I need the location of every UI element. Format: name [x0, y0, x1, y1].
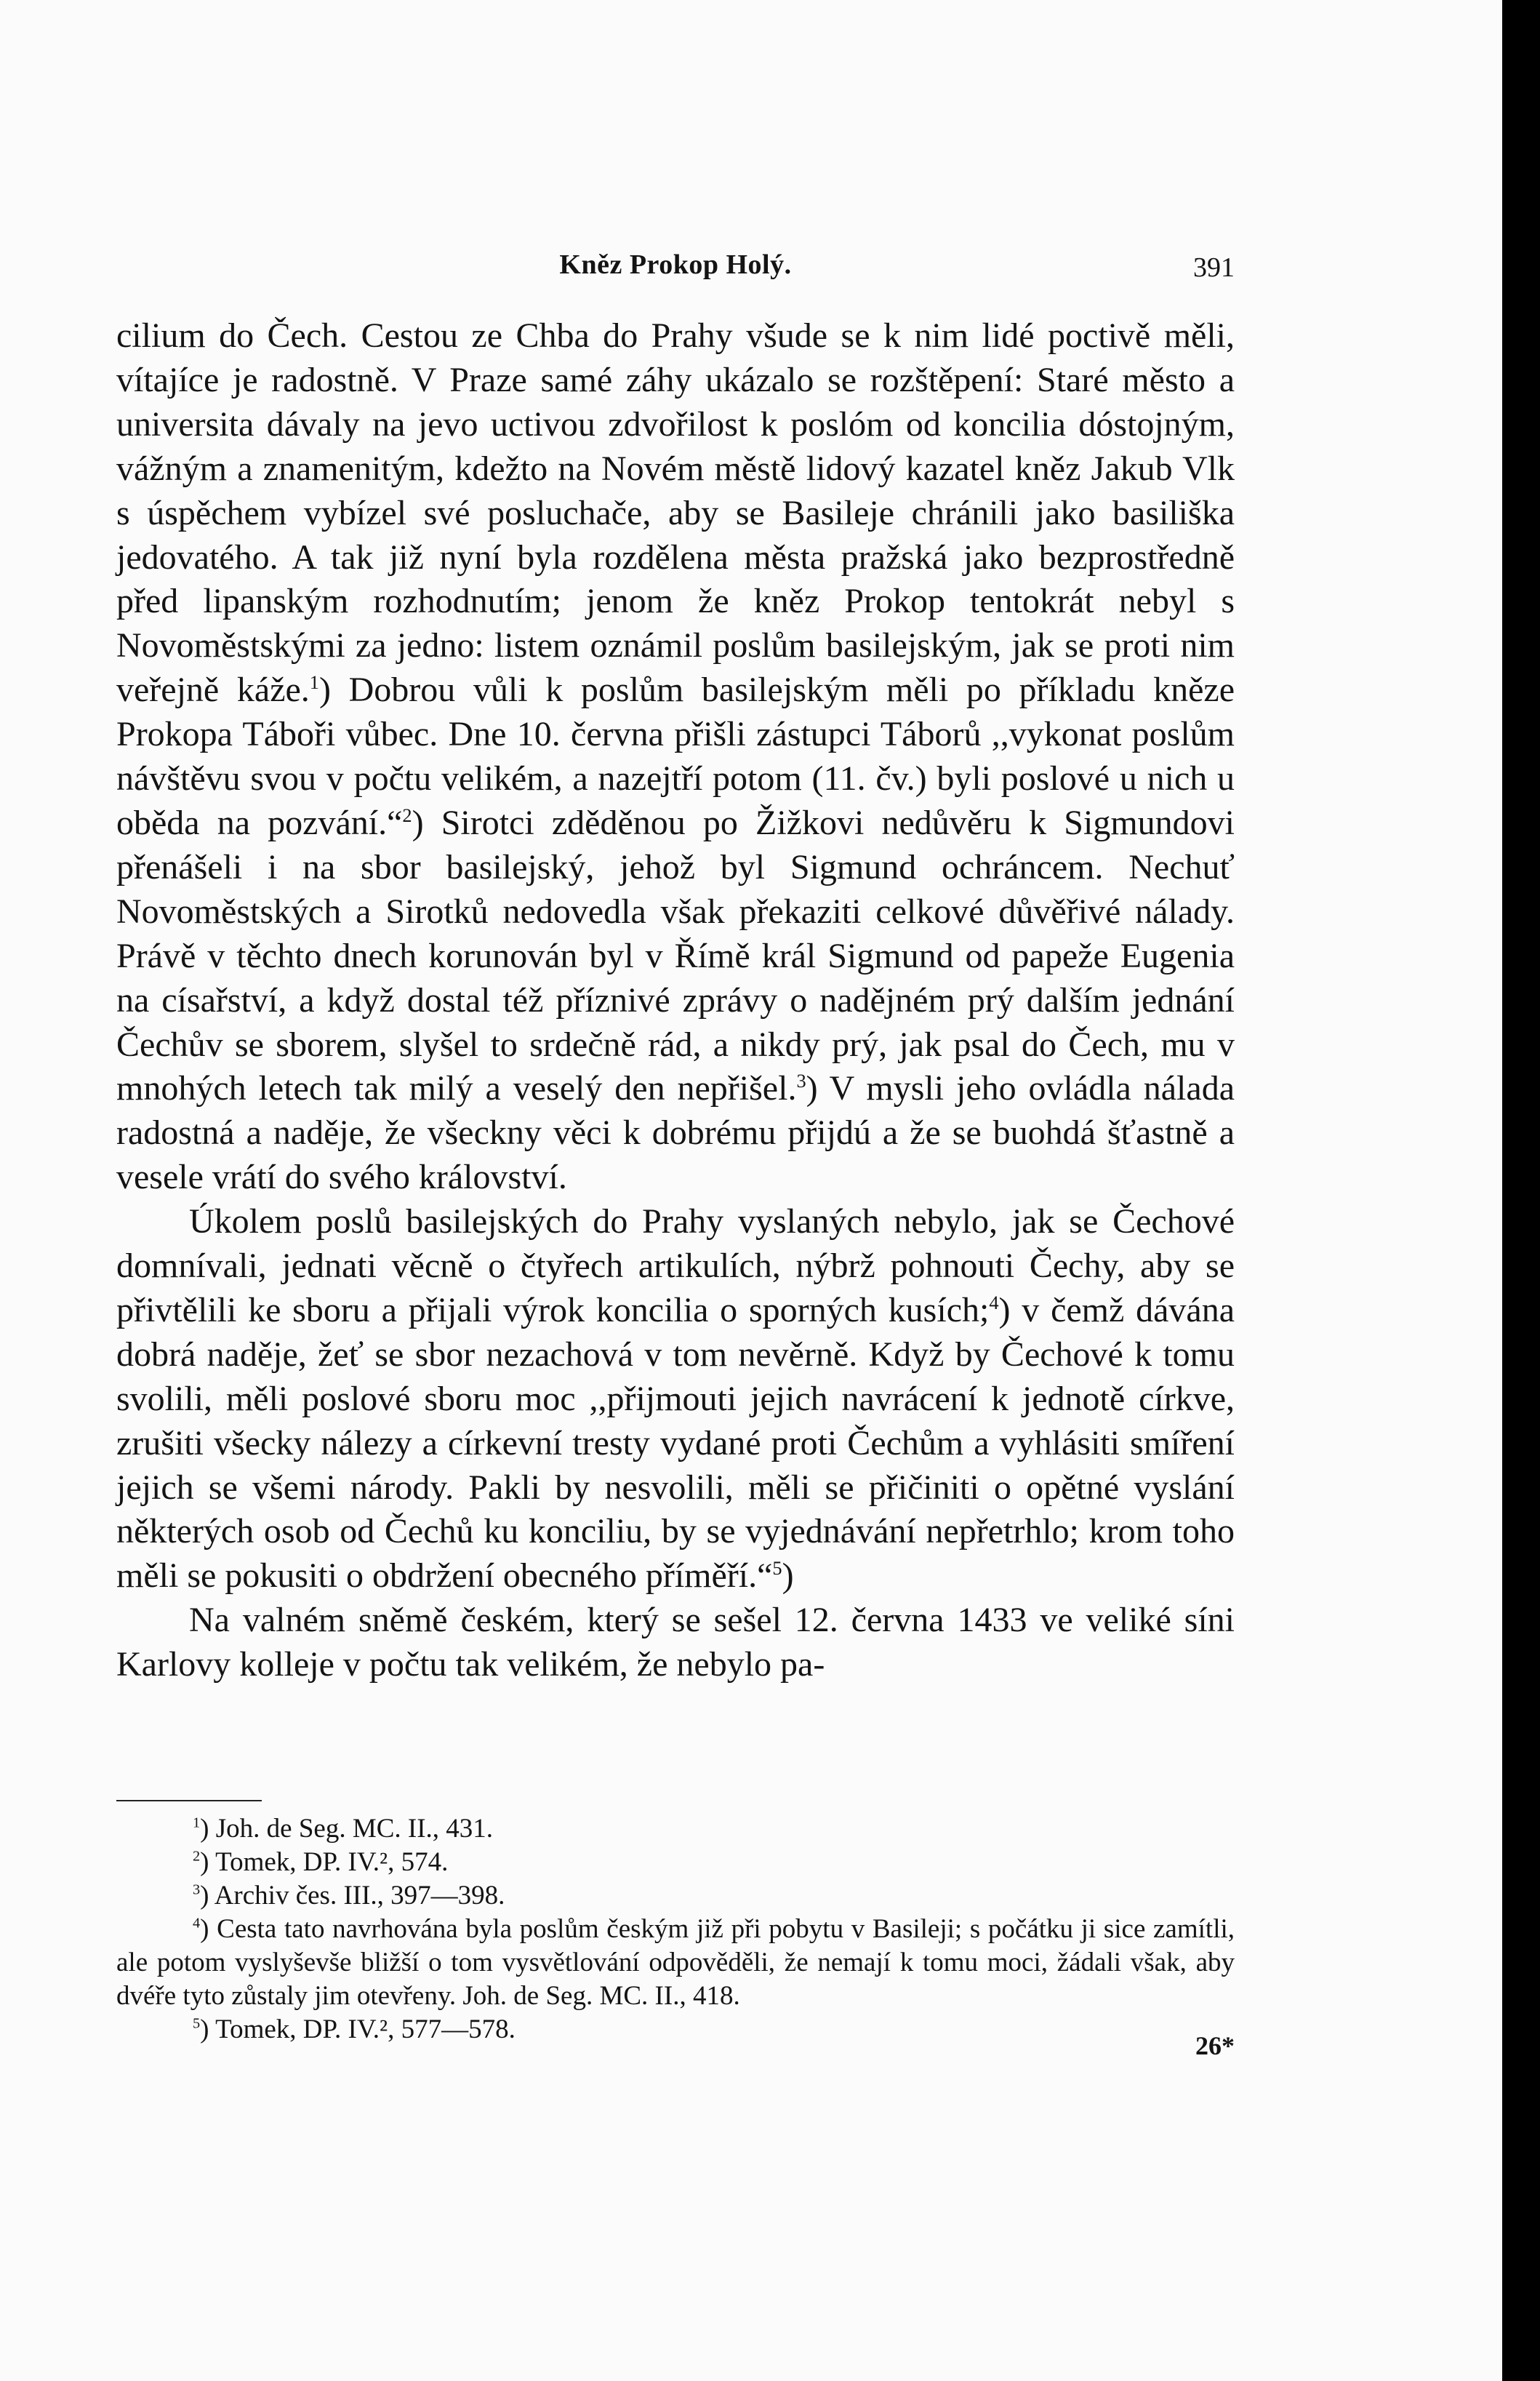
footnote-mark: 2: [193, 1848, 201, 1865]
running-head: Kněz Prokop Holý.: [559, 249, 792, 280]
footnote: [116, 2013, 1235, 2046]
footnote-divider: [116, 1800, 262, 1801]
footnote: [116, 1879, 1235, 1913]
text-run: ) Dobrou vůli k poslům basilejským měli po příkladu kněze Prokopa Táboři vůbec. Dne 10. června přišli zástupci Táborů ,,vykonat poslům návštěvu svou v počtu velikém, a nazejtří potom (11. čv.) byli poslové u nich u oběda na pozvání.“: [116, 671, 1235, 842]
text-run: ) v čemž dávána dobrá naděje, žeť se sbor nezachová v tom nevěrně. Když by Čechové k tomu svolili, měli poslové sboru moc ,,přijmouti jejich navrácení k jednotě církve, zrušiti všecky nálezy a církevní tresty vydané proti Čechům a vyhlásiti smíření jejich se všemi národy. Pakli by nesvolili, měli se přičiniti o opětné vyslání některých osob od Čechů ku konciliu, by se vyjednávání nepřetrhlo; krom toho měli se pokusiti o obdržení obecného příměří.“: [116, 1290, 1235, 1596]
footnote-text: ) Tomek, DP. IV.², 574.: [200, 1847, 449, 1877]
page-number: 391: [1193, 252, 1235, 283]
footnote-ref: 1: [309, 671, 319, 694]
page-header: [116, 246, 1235, 289]
footnote-mark: 1: [193, 1814, 201, 1831]
text-run: Na valném sněmě českém, který se sešel 12. června 1433 ve veliké síni Karlovy kolleje v počtu tak velikém, že nebylo pa-: [116, 1601, 1235, 1684]
footnotes: [116, 1812, 1235, 2046]
footnote-mark: 5: [193, 2015, 201, 2032]
text-run: cilium do Čech. Cestou ze Chba do Prahy všude se k nim lidé poctivě měli, vítajíce je radostně. V Praze samé záhy ukázalo se rozštěpení: Staré město a universita dávaly na jevo uctivou zdvořilost k poslóm od koncilia dóstojným, vážným a znamenitým, kdežto na Novém městě lidový kazatel kněz Jakub Vlk s úspěchem vybízel své posluchače, aby se Basileje chránili jako basiliška jedovatého. A tak již nyní byla rozdělena města pražská jako bezprostředně před lipanským rozhodnutím; jenom že kněz Prokop tentokrát nebyl s Novoměstskými za jedno: listem oznámil poslům basilejským, jak se proti nim veřejně káže.: [116, 316, 1235, 710]
text-run: ): [782, 1556, 794, 1596]
footnote: [116, 1913, 1235, 2013]
text-run: Úkolem poslů basilejských do Prahy vyslaných nebylo, jak se Čechové domnívali, jednati věcně o čtyřech artikulích, nýbrž pohnouti Čechy, aby se přivtělili ke sboru a přijali výrok koncilia o sporných kusích;: [116, 1202, 1235, 1329]
paragraph: [116, 314, 1235, 1200]
paragraph: [116, 1200, 1235, 1598]
footnote-mark: 4: [193, 1915, 201, 1932]
footnote-ref: 3: [796, 1070, 806, 1092]
body-text: [116, 314, 1235, 1687]
footnote-text: ) Archiv čes. III., 397—398.: [200, 1881, 505, 1910]
paragraph: [116, 1598, 1235, 1687]
footnote: [116, 1812, 1235, 1846]
footnote-text: ) Cesta tato navrhována byla poslům českým již při pobytu v Basileji; s počátku ji sice zamítli, ale potom vyslyševše bližší o tom vysvětlování odpověděli, že nemají k tomu moci, žádali však, aby dvéře tyto zůstaly jim otevřeny. Joh. de Seg. MC. II., 418.: [116, 1914, 1235, 2011]
text-run: ) V mysli jeho ovládla nálada radostná a naděje, že všeckny věci k dobrému přijdú a že se buohdá šťastně a vesele vrátí do svého království.: [116, 1069, 1235, 1197]
text-run: ) Sirotci zděděnou po Žižkovi nedůvěru k Sigmundovi přenášeli i na sbor basilejský, jehož byl Sigmund ochráncem. Nechuť Novoměstských a Sirotků nedovedla však překaziti celkové důvěřivé nálady. Právě v těchto dnech korunován byl v Římě král Sigmund od papeže Eugenia na císařství, a když dostal též příznivé zprávy o nadějném prý dalším jednání Čechův se sborem, slyšel to srdečně rád, a nikdy prý, jak psal do Čech, mu v mnohých letech tak milý a veselý den nepřišel.: [116, 803, 1235, 1108]
footnote-text: ) Tomek, DP. IV.², 577—578.: [200, 2014, 516, 2044]
signature-mark: 26*: [1195, 2031, 1235, 2060]
footnote-ref: 5: [772, 1557, 782, 1580]
footnote-ref: 2: [402, 804, 412, 826]
footnote-mark: 3: [193, 1881, 201, 1898]
footnote: [116, 1846, 1235, 1879]
footnote-ref: 4: [989, 1291, 999, 1313]
footnote-text: ) Joh. de Seg. MC. II., 431.: [200, 1814, 494, 1844]
